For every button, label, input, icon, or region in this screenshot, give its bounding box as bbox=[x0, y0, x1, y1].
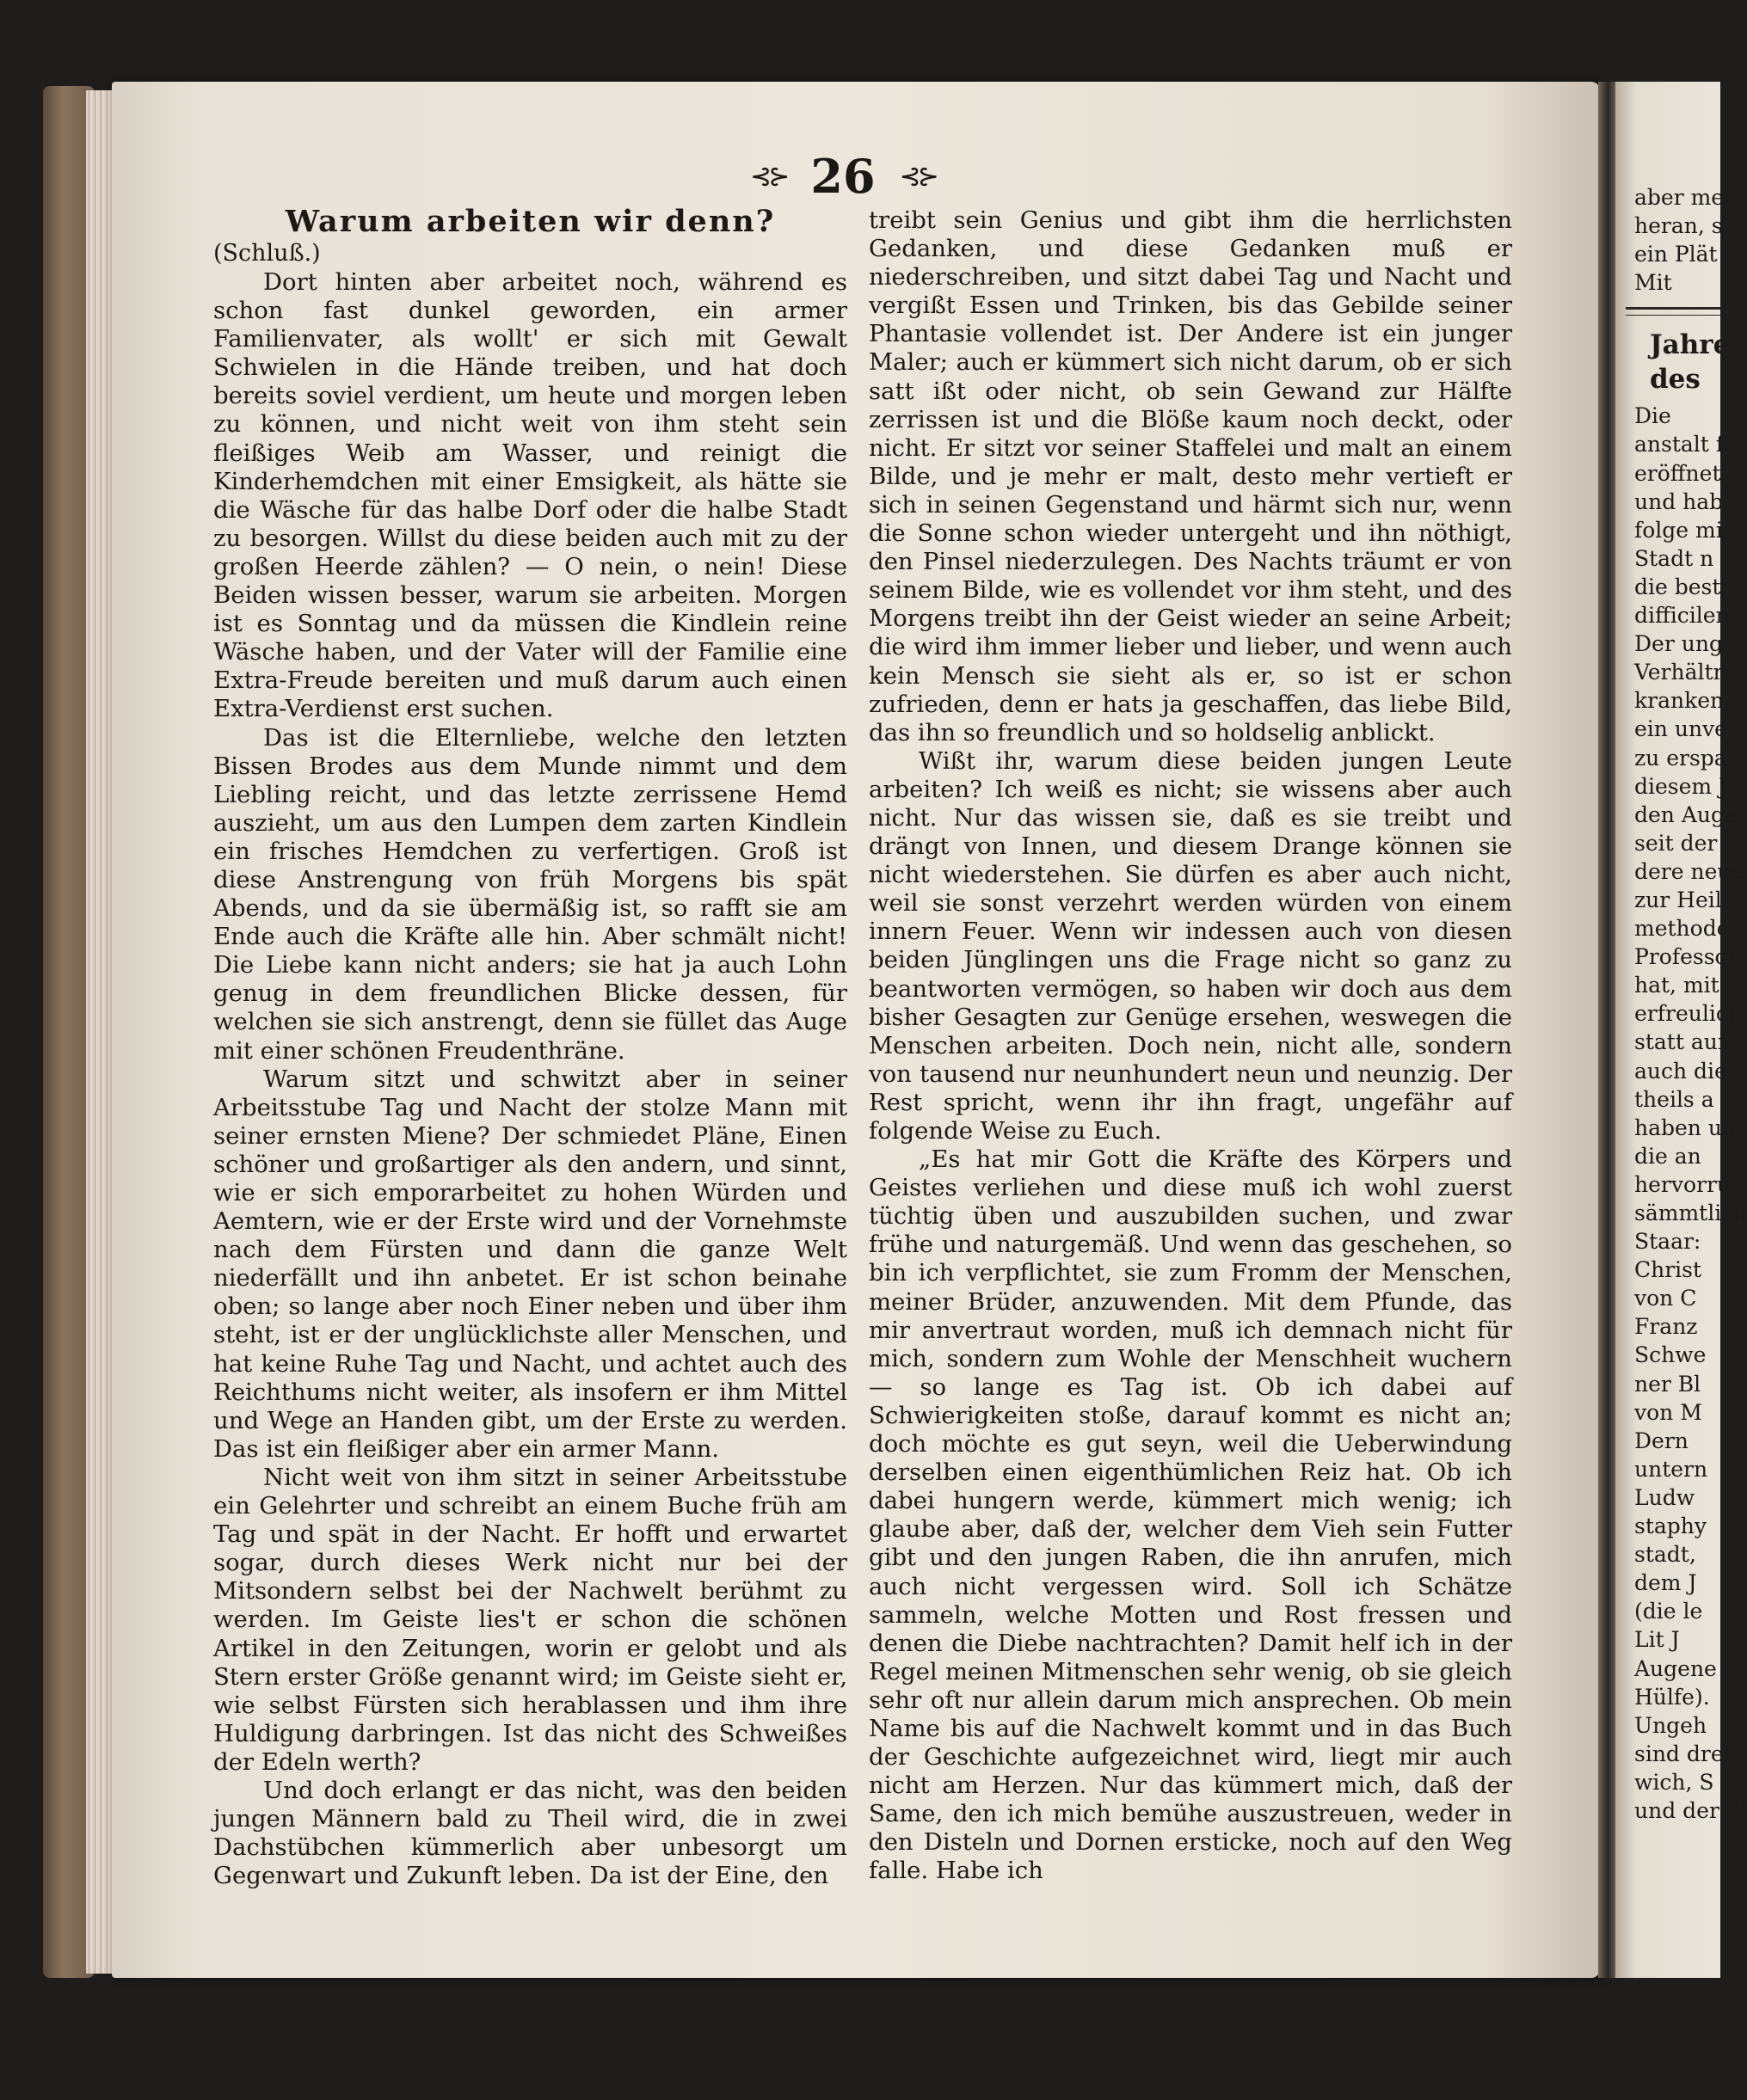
next-page-line: Professor bbox=[1634, 944, 1738, 970]
next-page-line: auch die bbox=[1634, 1058, 1727, 1084]
next-page-line: difficilen bbox=[1634, 603, 1730, 629]
paragraph: treibt sein Genius und gibt ihm die herrlichsten Gedanken, und diese Gedanken muß er niederschreiben, und sitzt dabei Tag und Nacht und vergißt Essen und Trinken, bis das Gebilde seiner Phantasie vollendet ist. Der Andere ist ein junger Maler; auch er kümmert sich nicht darum, ob er sich satt ißt oder nicht, ob sein Gewand zur Hälfte zerrissen ist und die Blöße kaum noch deckt, oder nicht. Er sitzt vor seiner Staffelei und malt an einem Bilde, und je mehr er malt, desto mehr vertieft er sich in seinen Gegenstand und härmt sich nur, wenn die Sonne schon wieder untergeht und ihn nöthigt, den Pinsel niederzulegen. Des Nachts träumt er von seinem Bilde, wie es vollendet vor ihm steht, und des Morgens treibt ihn der Geist wieder an seine Arbeit; die wird ihm immer lieber und lieber, und wenn auch kein Mensch sie sieht als er, so ist er schon zufrieden, denn er hats ja geschaffen, das liebe Bild, das ihn so freundlich und so holdselig anblickt. bbox=[869, 206, 1512, 746]
next-page-line: Schwe bbox=[1634, 1342, 1707, 1368]
next-page-line: heran, s bbox=[1634, 213, 1723, 239]
next-page-line: Stadt n bbox=[1634, 545, 1714, 571]
next-page-line: kranken bbox=[1634, 688, 1725, 714]
next-page-line: hervorruf bbox=[1634, 1171, 1739, 1197]
next-page-line: Franz bbox=[1634, 1314, 1698, 1340]
next-page-line: statt auf bbox=[1634, 1029, 1726, 1055]
next-page-line: die besti bbox=[1634, 574, 1728, 599]
paragraph: Warum sitzt und schwitzt aber in seiner Arbeitsstube Tag und Nacht der stolze Mann mit seiner ernsten Miene? Der schmiedet Pläne, Einen schöner und großartiger als den andern, und sinnt, wie er sich emporarbeitet zu hohen Würden und Aemtern, wie er der Erste wird und der Vornehmste nach dem Fürsten und dann die ganze Welt niederfällt und ihn anbetet. Er ist schon beinahe oben; so lange aber noch Einer neben und über ihm steht, ist er der unglücklichste aller Menschen, und hat keine Ruhe Tag und Nacht, und achtet auch des Reichthums nicht weiter, als insofern er ihm Mittel und Wege an Handen gibt, um der Erste zu werden. Das ist ein fleißiger aber ein armer Mann. bbox=[213, 1065, 847, 1463]
paragraph: Nicht weit von ihm sitzt in seiner Arbeitsstube ein Gelehrter und schreibt an einem Buche früh am Tag und spät in der Nacht. Er hofft und erwartet sogar, durch dieses Werk nicht nur bei der Mitsondern selbst bei der Nachwelt berühmt zu werden. Im Geiste lies't er schon die schönen Artikel in den Zeitungen, worin er gelobt und als Stern erster Größe genannt wird; im Geiste sieht er, wie selbst Fürsten sich herablassen und ihm ihre Huldigung darbringen. Ist das nicht des Schweißes der Edeln werth? bbox=[213, 1463, 847, 1776]
next-page-line: wich, S bbox=[1634, 1769, 1714, 1795]
next-page-line: stadt, bbox=[1634, 1542, 1696, 1568]
next-page-line: theils a bbox=[1634, 1086, 1714, 1112]
next-page-line: (die le bbox=[1634, 1599, 1703, 1624]
next-page-line: staphy bbox=[1634, 1514, 1707, 1539]
next-page-line: von C bbox=[1634, 1286, 1697, 1311]
next-page-line: Augene bbox=[1634, 1655, 1717, 1681]
next-page-line: des bbox=[1650, 364, 1701, 396]
next-page-line: methode bbox=[1634, 916, 1730, 942]
book-gutter bbox=[1598, 82, 1617, 1978]
next-page-line: Ungeh bbox=[1634, 1712, 1707, 1738]
left-column bbox=[213, 205, 847, 1890]
next-page-fragment bbox=[1615, 82, 1747, 1978]
next-page-line: Hülfe). bbox=[1634, 1684, 1710, 1710]
article-subtitle: (Schluß.) bbox=[213, 240, 321, 267]
next-page-line: folge mi bbox=[1634, 517, 1723, 543]
next-page-line: zur Heil bbox=[1634, 887, 1722, 912]
next-page-rule bbox=[1626, 307, 1720, 316]
next-page-line: untern bbox=[1634, 1456, 1708, 1482]
next-page-line: dere neue bbox=[1634, 858, 1744, 884]
next-page-top-lines bbox=[1615, 183, 1732, 297]
article-title: Warum arbeiten wir denn? bbox=[285, 204, 776, 239]
next-page-line: aber mei bbox=[1634, 185, 1732, 210]
next-page-line: Ludw bbox=[1634, 1484, 1695, 1510]
next-page-line: ner Bl bbox=[1634, 1371, 1701, 1397]
next-page-line: Christ bbox=[1634, 1257, 1702, 1283]
next-page-line: dem J bbox=[1634, 1570, 1697, 1596]
next-page-line: die an bbox=[1634, 1143, 1701, 1169]
next-page-line: hat, mit bbox=[1634, 973, 1719, 998]
page-number: 26 bbox=[810, 149, 876, 204]
next-page-lines bbox=[1615, 402, 1747, 1825]
next-page-line: eröffnet bbox=[1634, 460, 1721, 486]
next-page-line: zu erspar bbox=[1634, 745, 1738, 771]
next-page-line: ein unve bbox=[1634, 716, 1727, 742]
page-header bbox=[748, 146, 938, 206]
next-page-line: Verhältn bbox=[1634, 660, 1727, 685]
next-page-line: von M bbox=[1634, 1399, 1702, 1425]
next-page-line: Der ung bbox=[1634, 631, 1723, 657]
ornament-left-icon: ⊰⊱ bbox=[750, 161, 787, 192]
paragraph: Dort hinten aber arbeitet noch, während es schon fast dunkel geworden, ein armer Familienvater, als wollt' er sich mit Gewalt Schwielen in die Hände treiben, und hat doch bereits soviel verdient, um heute und morgen leben zu können, und nicht weit von ihm steht sein fleißiges Weib am Wasser, und reinigt die Kinderhemdchen mit einer Emsigkeit, als hätte sie die Wäsche für das halbe Dorf oder die halbe Stadt zu besorgen. Willst du diese beiden auch mit zu der großen Heerde zählen? — O nein, o nein! Diese Beiden wissen besser, warum sie arbeiten. Morgen ist es Sonntag und da müssen die Kindlein reine Wäsche haben, und der Vater will der Familie eine Extra-Freude bereiten und muß darum auch einen Extra-Verdienst erst suchen. bbox=[213, 268, 847, 723]
next-page-line: Die bbox=[1634, 403, 1671, 429]
next-page-line: Dern bbox=[1634, 1428, 1689, 1453]
next-page-heading bbox=[1615, 328, 1731, 396]
paragraph: „Es hat mir Gott die Kräfte des Körpers und Geistes verliehen und diese muß ich wohl zuerst tüchtig üben und auszubilden suchen, und zwar frühe und naturgemäß. Und wenn das geschehen, so bin ich verpflichtet, sie zum Fromm der Menschen, meiner Brüder, anzuwenden. Mit dem Pfunde, das mir anvertraut worden, muß ich demnach nicht für mich, sondern zum Wohle der Menschheit wuchern — so lange es Tag ist. Ob ich dabei auf Schwierigkeiten stoße, darauf kommt es nicht an; doch möchte es gut seyn, weil die Ueberwindung derselben einen eigenthümlichen Reiz hat. Ob ich dabei hungern werde, kümmert mich wenig; ich glaube aber, daß der, welcher dem Vieh sein Futter gibt und den jungen Raben, die ihn anrufen, mich auch nicht vergessen wird. Soll ich Schätze sammeln, welche Motten und Rost fressen und denen die Diebe nachtrachten? Damit helf ich in der Regel meinen Mitmenschen sehr wenig, ob sie gleich sehr oft nur allein darum mich ansprechen. Ob mein Name bis auf die Nachwelt kommt und in das Buch der Geschichte aufgezeichnet wird, liegt mir auch nicht am Herzen. Nur das kümmert mich, daß der Same, den ich mich bemühe auszustreuen, weder in den Disteln und Dornen ersticke, noch auf den Weg falle. Habe ich bbox=[869, 1145, 1512, 1885]
ornament-right-icon: ⊰⊱ bbox=[899, 161, 936, 192]
next-page-line: haben un bbox=[1634, 1114, 1737, 1140]
next-page-line: den Auge bbox=[1634, 801, 1738, 827]
next-page-line: sämmtlich bbox=[1634, 1200, 1747, 1225]
paragraph: Wißt ihr, warum diese beiden jungen Leute arbeiten? Ich weiß es nicht; sie wissens aber auch nicht. Nur das wissen sie, daß es sie treibt und drängt von Innen, und diesem Drange können sie nicht wiederstehen. Sie dürfen es aber auch nicht, weil sie sonst verzehrt werden würden von einem innern Feuer. Wenn wir indessen auch von diesen beiden Jünglingen uns die Frage nicht so ganz zu beantworten vermögen, so haben wir doch aus dem bisher Gesagten zur Genüge ersehen, weswegen die Menschen arbeiten. Doch nein, nicht alle, sondern von tausend nur neunhundert neun und neunzig. Der Rest spricht, wenn ihr ihn fragt, ungefähr auf folgende Weise zu Euch. bbox=[869, 746, 1512, 1145]
paragraph: Das ist die Elternliebe, welche den letzten Bissen Brodes aus dem Munde nimmt und dem Liebling reicht, und das letzte zerrissene Hemd auszieht, um aus den Lumpen dem zarten Kindlein ein frisches Hemdchen zu verfertigen. Groß ist diese Anstrengung von früh Morgens bis spät Abends, und da sie übermäßig ist, so rafft sie am Ende auch die Kräfte alle hin. Aber schmält nicht! Die Liebe kann nicht anders; sie hat ja auch Lohn genug in dem freundlichen Blicke dessen, für welchen sie sich anstrengt, denn sie füllet das Auge mit einer schönen Freudenthräne. bbox=[213, 723, 847, 1065]
paragraph: Und doch erlangt er das nicht, was den beiden jungen Männern bald zu Theil wird, die in zwei Dachstübchen kümmerlich aber unbesorgt um Gegenwart und Zukunft leben. Da ist der Eine, den bbox=[213, 1776, 847, 1890]
next-page-line: Lit J bbox=[1634, 1627, 1680, 1653]
next-page-line: Jahre bbox=[1650, 329, 1731, 361]
next-page-line: Mit bbox=[1634, 270, 1672, 296]
next-page-line: anstalt f bbox=[1634, 432, 1725, 457]
next-page-line: erfreulich bbox=[1634, 1001, 1742, 1027]
next-page-line: Staar: bbox=[1634, 1229, 1701, 1255]
next-page-line: und der 7 bbox=[1634, 1797, 1740, 1823]
right-column bbox=[869, 206, 1512, 1886]
next-page-line: diesem J bbox=[1634, 773, 1728, 799]
next-page-line: sind drei bbox=[1634, 1741, 1731, 1766]
next-page-line: ein Plät bbox=[1634, 242, 1718, 267]
next-page-line: und hab bbox=[1634, 488, 1724, 514]
next-page-line: seit der bbox=[1634, 830, 1718, 856]
